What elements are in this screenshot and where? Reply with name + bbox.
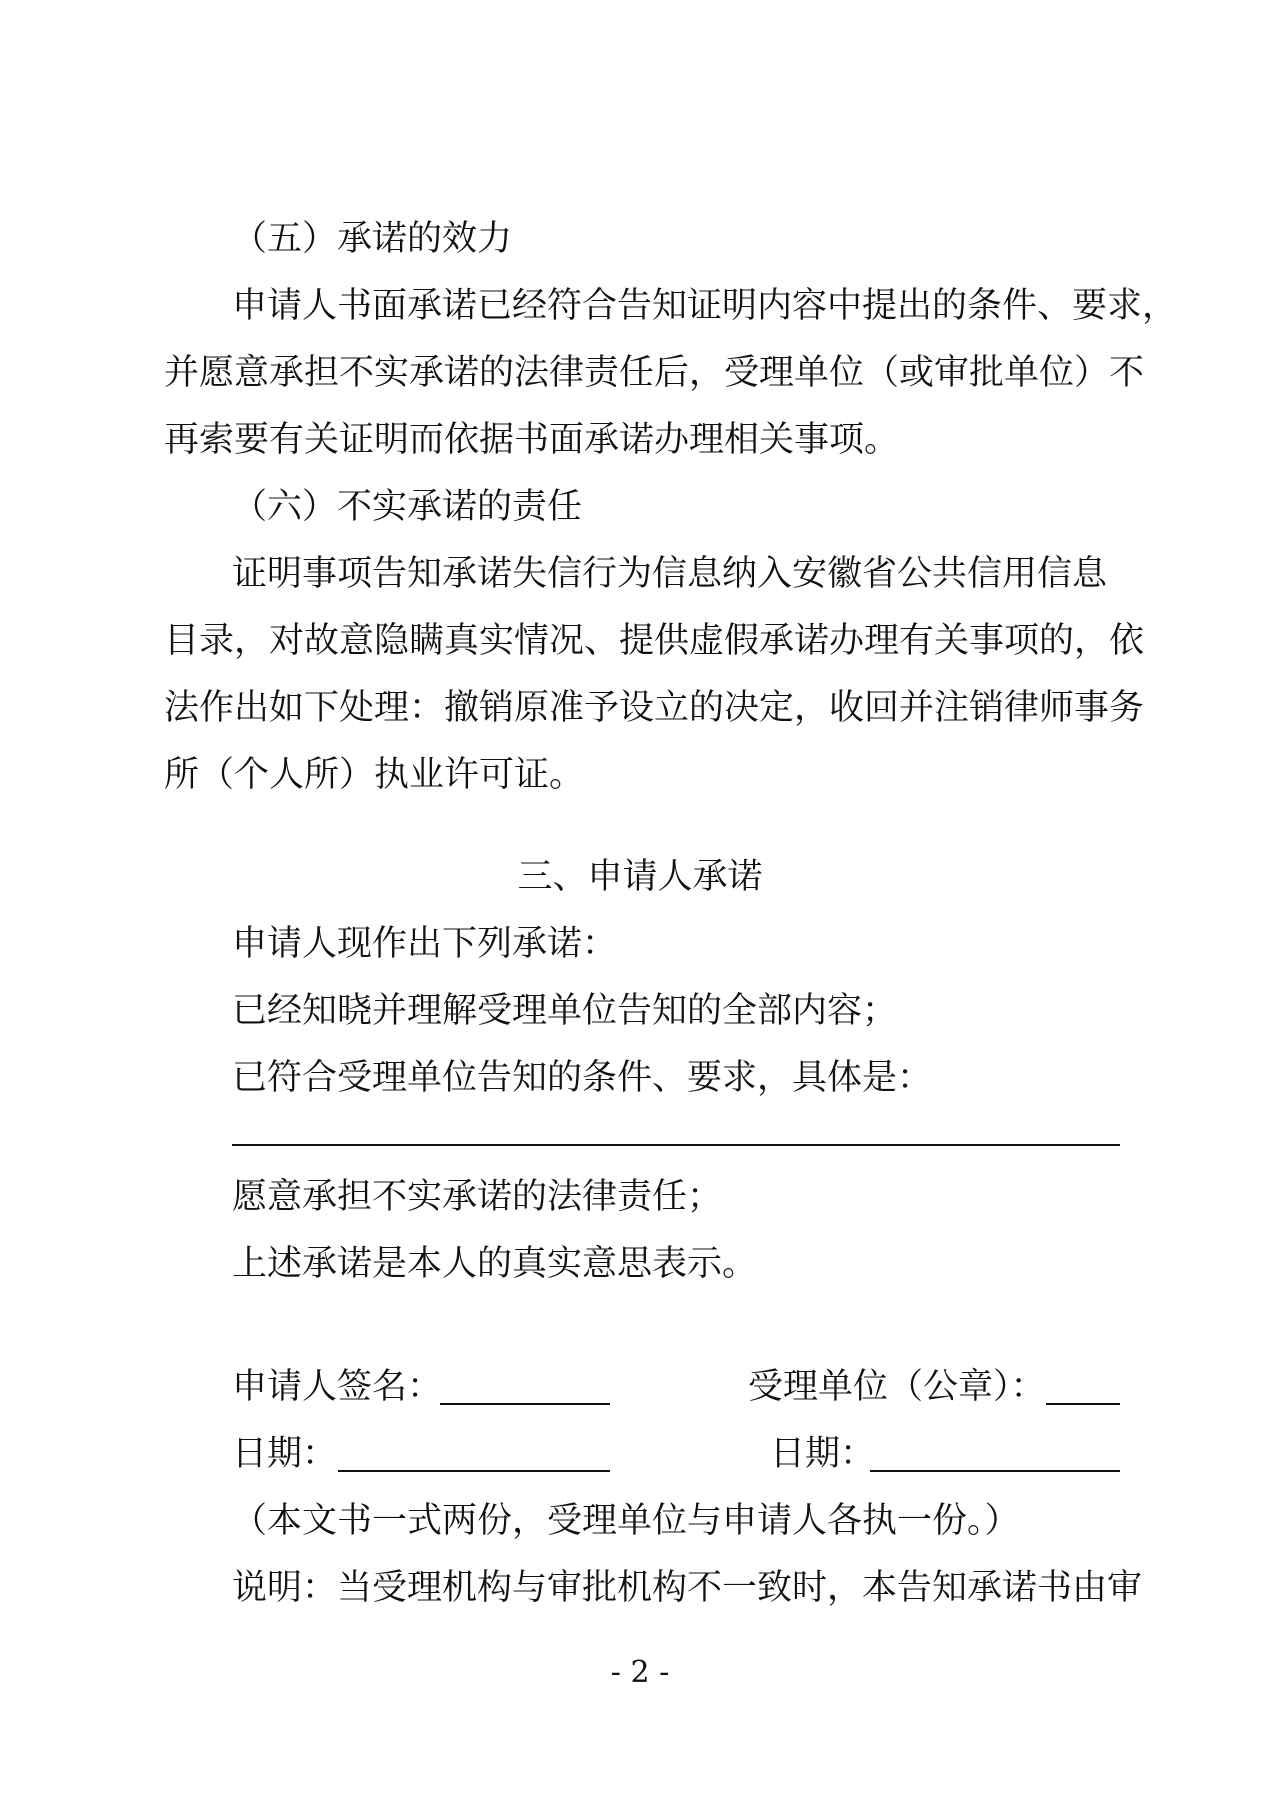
date-blank-left[interactable] xyxy=(338,1470,610,1472)
part-3-item-4: 上述承诺是本人的真实意思表示。 xyxy=(232,1244,758,1284)
part-3-item-1: 已经知晓并理解受理单位告知的全部内容； xyxy=(232,991,898,1031)
section-6-heading: （六）不实承诺的责任 xyxy=(232,487,583,527)
part-3-title: 三、申请人承诺 xyxy=(517,857,763,897)
applicant-sign-blank[interactable] xyxy=(440,1403,610,1405)
section-5-heading: （五）承诺的效力 xyxy=(232,219,513,259)
part-3-intro: 申请人现作出下列承诺： xyxy=(232,924,618,964)
section-6-line-4: 所（个人所）执业许可证。 xyxy=(164,755,585,795)
section-5-line-3: 再索要有关证明而依据书面承诺办理相关事项。 xyxy=(164,420,900,460)
section-6-line-3: 法作出如下处理：撤销原准予设立的决定，收回并注销律师事务 xyxy=(164,688,1145,728)
section-5-line-1: 申请人书面承诺已经符合告知证明内容中提出的条件、要求， xyxy=(232,286,1178,326)
section-6-line-1: 证明事项告知承诺失信行为信息纳入安徽省公共信用信息 xyxy=(232,554,1108,594)
seal-blank[interactable] xyxy=(1046,1403,1120,1405)
section-6-line-2: 目录，对故意隐瞒真实情况、提供虚假承诺办理有关事项的，依 xyxy=(164,621,1145,661)
part-3-item-2: 已符合受理单位告知的条件、要求，具体是： xyxy=(232,1058,933,1098)
date-label-left: 日期： xyxy=(232,1434,338,1474)
note-copies: （本文书一式两份，受理单位与申请人各执一份。） xyxy=(232,1501,1020,1541)
part-3-item-3: 愿意承担不实承诺的法律责任； xyxy=(232,1177,723,1217)
date-label-right: 日期： xyxy=(770,1434,876,1474)
note-explain: 说明：当受理机构与审批机构不一致时，本告知承诺书由审 xyxy=(232,1568,1143,1608)
applicant-sign-label: 申请人签名： xyxy=(232,1367,443,1407)
date-blank-right[interactable] xyxy=(870,1470,1120,1472)
page-number: - 2 - xyxy=(610,1655,670,1690)
section-5-line-2: 并愿意承担不实承诺的法律责任后，受理单位（或审批单位）不 xyxy=(164,353,1145,393)
specifics-blank-line[interactable] xyxy=(232,1144,1120,1146)
seal-label: 受理单位（公章）： xyxy=(748,1367,1046,1407)
